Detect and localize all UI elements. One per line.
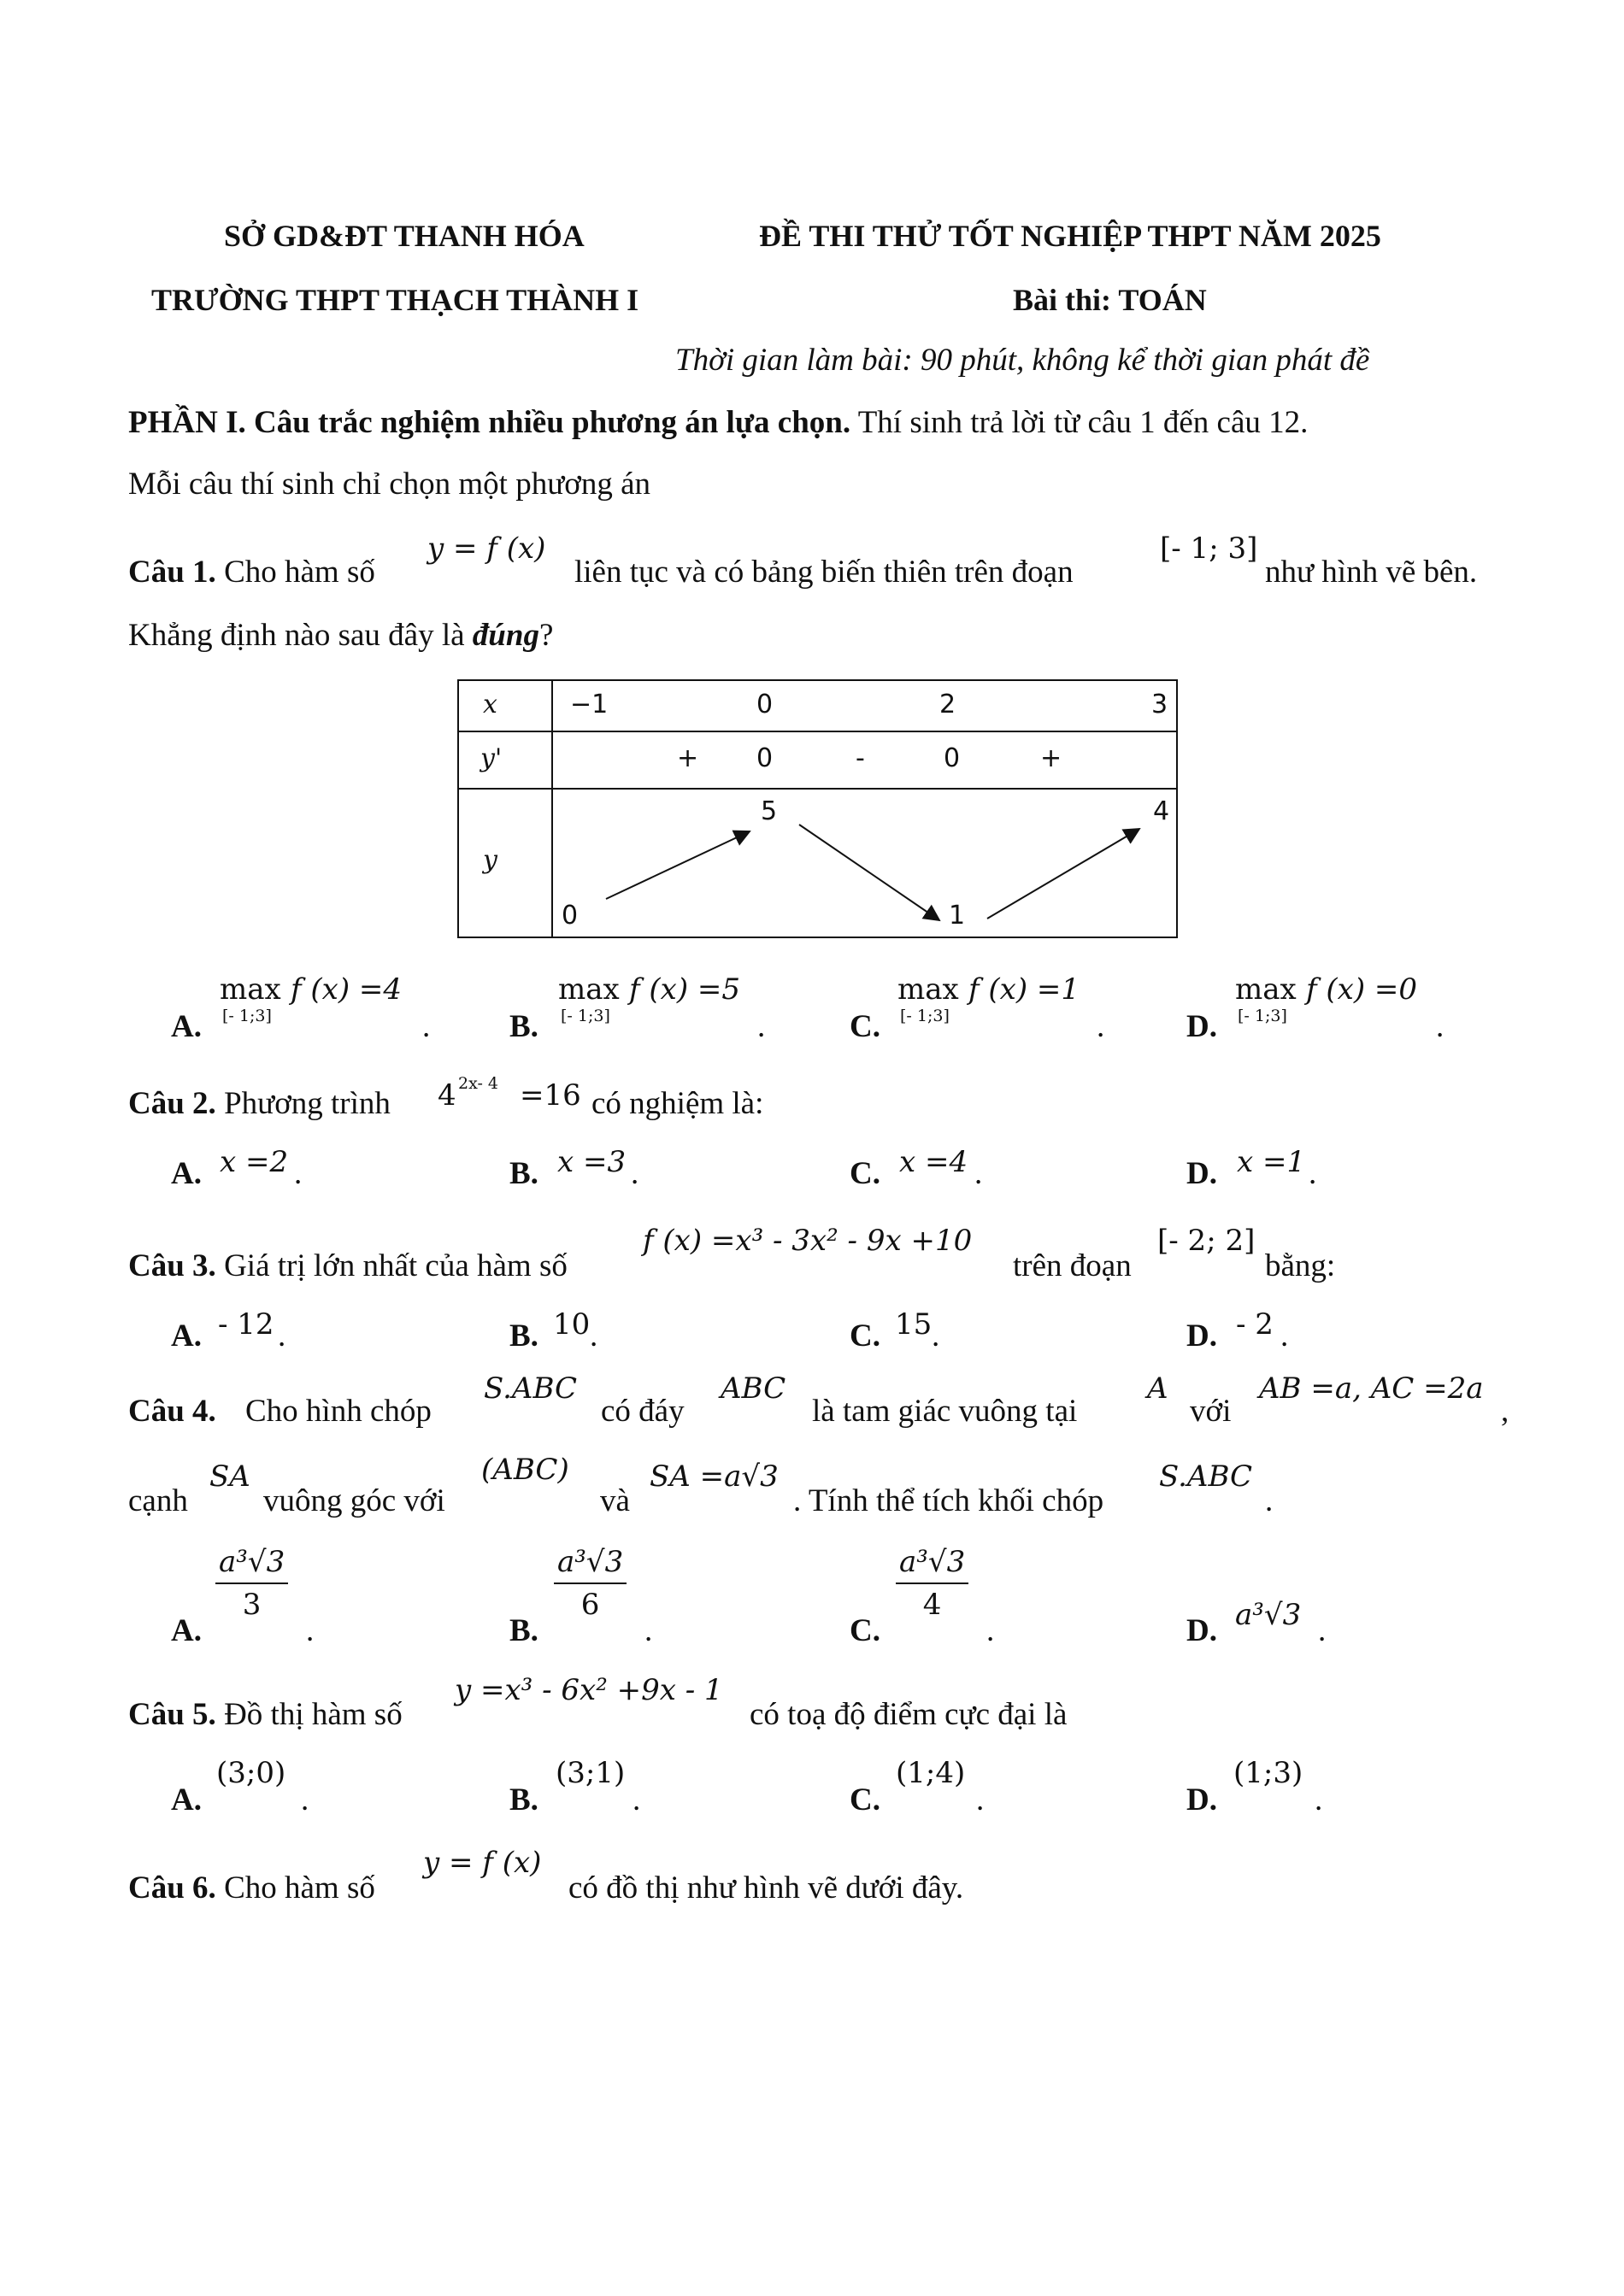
answer-fraction <box>896 1545 968 1622</box>
q2-exponent: 2x- 4 <box>458 1074 499 1093</box>
table-sign: + <box>1040 743 1062 773</box>
answer-max: max <box>220 972 281 1007</box>
table-yprime-label: y' <box>480 743 503 773</box>
answer-end: . <box>590 1318 598 1354</box>
q6-text: Cho hàm số <box>215 1870 375 1906</box>
answer-letter: D. <box>1186 1156 1217 1191</box>
table-x-value: 0 <box>756 690 774 719</box>
answer-end: . <box>1309 1156 1317 1191</box>
answer-max: max <box>1235 972 1297 1007</box>
answer-letter: B. <box>509 1009 538 1044</box>
q1-interval: [- 1; 3] <box>1160 531 1258 566</box>
q1-emphasis: đúng <box>472 618 539 653</box>
answer-max-sub: [- 1;3] <box>900 1007 950 1025</box>
answer-letter: A. <box>171 1009 202 1044</box>
answer-expr: - 2 <box>1236 1307 1274 1342</box>
q4-text: . <box>1265 1483 1274 1518</box>
answer-end: . <box>633 1782 641 1817</box>
answer-letter: C. <box>850 1318 880 1354</box>
answer-expr: x =2 <box>220 1145 289 1179</box>
answer-letter: B. <box>509 1318 538 1354</box>
answer-end: . <box>294 1156 303 1191</box>
answer-max: max <box>897 972 959 1007</box>
q1-text-c: như hình vẽ bên. <box>1265 555 1478 590</box>
decreasing-arrow <box>799 825 939 920</box>
answer-letter: C. <box>850 1782 880 1817</box>
q2-rhs: =16 <box>520 1078 581 1113</box>
table-y-value: 5 <box>761 796 778 826</box>
answer-expr: (1;3) <box>1233 1756 1303 1790</box>
answer-expr: (3;0) <box>216 1756 286 1790</box>
q3-label: Câu 3. <box>128 1248 216 1283</box>
q4-text: cạnh <box>128 1483 188 1518</box>
answer-expr: x =4 <box>899 1145 968 1179</box>
q4-text: với <box>1190 1394 1232 1429</box>
answer-letter: D. <box>1186 1009 1217 1044</box>
q3-function: f (x) =x³ - 3x² - 9x +10 <box>643 1224 973 1258</box>
answer-letter: D. <box>1186 1782 1217 1817</box>
q3-interval: [- 2; 2] <box>1157 1224 1256 1258</box>
answer-expr: f (x) =5 <box>629 972 741 1007</box>
variation-table <box>457 679 1178 938</box>
q4-text: Cho hình chóp <box>245 1394 432 1429</box>
answer-end: . <box>301 1782 309 1817</box>
school-name: TRƯỜNG THPT THẠCH THÀNH I <box>151 283 639 317</box>
q4-math: S.ABC <box>1159 1459 1253 1494</box>
table-arrows <box>459 681 1176 937</box>
answer-letter: D. <box>1186 1318 1217 1354</box>
answer-letter: B. <box>509 1156 538 1191</box>
q1-line2-text: Khẳng định nào sau đây là <box>128 618 473 653</box>
table-y-label: y <box>483 845 497 875</box>
q1-text: Cho hàm số <box>215 555 375 590</box>
q1-text-b: liên tục và có bảng biến thiên trên đoạn <box>574 555 1074 590</box>
q4-math: (ABC) <box>481 1453 569 1487</box>
q4-math: ABC <box>721 1371 786 1406</box>
answer-letter: D. <box>1186 1613 1217 1648</box>
answer-letter: A. <box>171 1613 202 1648</box>
fraction-numerator: a³√3 <box>215 1545 288 1584</box>
answer-end: . <box>1315 1782 1323 1817</box>
subject-title: Bài thi: TOÁN <box>1013 283 1207 317</box>
exam-title: ĐỀ THI THỬ TỐT NGHIỆP THPT NĂM 2025 <box>759 219 1381 253</box>
table-sign: 0 <box>756 743 774 773</box>
q6-text-b: có đồ thị như hình vẽ dưới đây. <box>568 1870 964 1906</box>
q2-label: Câu 2. <box>128 1086 216 1121</box>
q2-text: Phương trình <box>215 1086 391 1121</box>
table-y-value: 1 <box>949 901 966 931</box>
answer-letter: A. <box>171 1318 202 1354</box>
fraction-numerator: a³√3 <box>896 1545 968 1584</box>
q5-text-b: có toạ độ điểm cực đại là <box>750 1697 1068 1732</box>
answer-expr: f (x) =4 <box>291 972 403 1007</box>
answer-expr: (1;4) <box>896 1756 966 1790</box>
q6-function: y = f (x) <box>423 1846 542 1880</box>
q4-text: . Tính thể tích khối chóp <box>793 1483 1104 1518</box>
answer-expr: x =3 <box>557 1145 627 1179</box>
answer-end: . <box>976 1782 985 1817</box>
q1-line2 <box>128 617 553 654</box>
q3-text: Giá trị lớn nhất của hàm số <box>215 1248 568 1283</box>
q6-line <box>128 1870 375 1906</box>
q2-base: 4 <box>438 1078 456 1113</box>
q4-math: S.ABC <box>484 1371 578 1406</box>
table-sign: + <box>677 743 699 773</box>
q3-text-c: bằng: <box>1265 1248 1336 1283</box>
q3-line <box>128 1248 568 1284</box>
answer-end: . <box>1436 1009 1445 1044</box>
part1-desc2: Mỗi câu thí sinh chỉ chọn một phương án <box>128 467 650 502</box>
q5-function: y =x³ - 6x² +9x - 1 <box>455 1673 723 1707</box>
answer-letter: B. <box>509 1782 538 1817</box>
answer-end: . <box>422 1009 431 1044</box>
answer-fraction <box>554 1545 627 1622</box>
part1-heading <box>128 404 1308 441</box>
q5-text: Đồ thị hàm số <box>215 1697 403 1732</box>
fraction-denominator: 6 <box>580 1588 600 1622</box>
q4-text: vuông góc với <box>263 1483 445 1518</box>
increasing-arrow <box>987 829 1139 919</box>
q1-function: y = f (x) <box>427 531 546 566</box>
answer-end: . <box>644 1613 653 1648</box>
q4-math: AB =a, AC =2a <box>1259 1371 1484 1406</box>
part1-desc: Thí sinh trả lời từ câu 1 đến câu 12. <box>850 405 1309 440</box>
q5-label: Câu 5. <box>128 1697 216 1732</box>
q5-line <box>128 1696 403 1733</box>
q4-math: SA <box>209 1459 250 1494</box>
fraction-denominator: 4 <box>922 1588 942 1622</box>
table-sign: 0 <box>944 743 961 773</box>
answer-expr: (3;1) <box>556 1756 626 1790</box>
part1-title: PHẦN I. Câu trắc nghiệm nhiều phương án lựa chọn. <box>128 405 851 440</box>
answer-letter: A. <box>171 1156 202 1191</box>
answer-end: . <box>1318 1613 1327 1648</box>
answer-letter: A. <box>171 1782 202 1817</box>
answer-end: . <box>986 1613 995 1648</box>
q4-text: có đáy <box>601 1394 685 1429</box>
answer-end: . <box>932 1318 940 1354</box>
table-sign: - <box>856 743 865 773</box>
answer-end: . <box>1097 1009 1105 1044</box>
table-y-value: 4 <box>1153 796 1170 826</box>
table-y-value: 0 <box>562 901 579 931</box>
answer-max-sub: [- 1;3] <box>222 1007 272 1025</box>
increasing-arrow <box>606 831 750 899</box>
answer-expr: - 12 <box>218 1307 274 1342</box>
answer-max-sub: [- 1;3] <box>561 1007 610 1025</box>
table-x-value: −1 <box>570 690 609 719</box>
q4-math: SA =a√3 <box>650 1459 779 1494</box>
q4-label: Câu 4. <box>128 1394 216 1429</box>
answer-letter: C. <box>850 1009 880 1044</box>
q6-label: Câu 6. <box>128 1870 216 1906</box>
answer-letter: C. <box>850 1613 880 1648</box>
answer-letter: B. <box>509 1613 538 1648</box>
fraction-denominator: 3 <box>242 1588 262 1622</box>
answer-expr: f (x) =0 <box>1306 972 1418 1007</box>
answer-fraction <box>215 1545 288 1622</box>
answer-end: . <box>757 1009 766 1044</box>
q1-question-mark: ? <box>538 618 554 653</box>
answer-expr: 15 <box>895 1307 933 1342</box>
answer-max: max <box>558 972 620 1007</box>
answer-end: . <box>974 1156 983 1191</box>
table-x-value: 2 <box>939 690 956 719</box>
q1-label: Câu 1. <box>128 555 216 590</box>
answer-letter: C. <box>850 1156 880 1191</box>
answer-max-sub: [- 1;3] <box>1238 1007 1287 1025</box>
answer-expr: x =1 <box>1237 1145 1306 1179</box>
time-note: Thời gian làm bài: 90 phút, không kể thời gian phát đề <box>675 343 1370 378</box>
department-name: SỞ GD&ĐT THANH HÓA <box>224 219 585 253</box>
q4-text: , <box>1501 1394 1509 1429</box>
answer-end: . <box>278 1318 286 1354</box>
q4-text: là tam giác vuông tại <box>812 1394 1078 1429</box>
q4-text: và <box>600 1483 630 1518</box>
answer-expr: a³√3 <box>1235 1598 1302 1632</box>
fraction-numerator: a³√3 <box>554 1545 627 1584</box>
answer-end: . <box>306 1613 315 1648</box>
table-x-label: x <box>483 690 497 719</box>
answer-expr: f (x) =1 <box>968 972 1080 1007</box>
q1-line1 <box>128 554 375 590</box>
q2-line <box>128 1085 391 1122</box>
answer-end: . <box>631 1156 639 1191</box>
q4-math: A <box>1147 1371 1168 1406</box>
answer-expr: 10 <box>553 1307 591 1342</box>
answer-end: . <box>1280 1318 1289 1354</box>
q3-text-b: trên đoạn <box>1013 1248 1132 1283</box>
q2-text-b: có nghiệm là: <box>591 1086 764 1121</box>
table-x-value: 3 <box>1151 690 1168 719</box>
